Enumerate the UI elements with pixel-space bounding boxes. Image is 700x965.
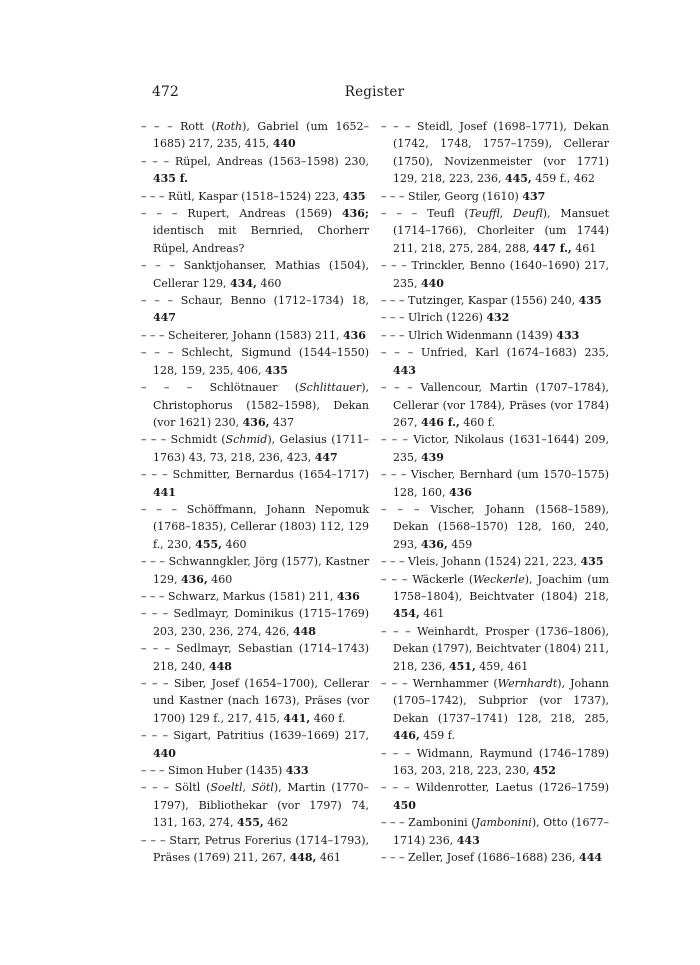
index-entry: – – – Söltl (Soeltl, Sötl), Martin (1770–1797), Bibliothekar (vor 1797) 74, 131, 163, 274, 455, 462 [141, 781, 369, 830]
index-entry: – – – Teufl (Teuffl, Deufl), Mansuet (1714–1766), Chorleiter (um 1744) 211, 218, 275, 284, 288, 447 f., 461 [381, 207, 609, 255]
index-entry: – – – Schöffmann, Johann Nepomuk (1768–1835), Cellerar (1803) 112, 129 f., 230, 455, 460 [141, 502, 369, 551]
index-entry: – – – Sanktjohanser, Mathias (1504), Cellerar 129, 434, 460 [141, 259, 369, 290]
page-header [152, 84, 597, 104]
index-entry: – – – Schlecht, Sigmund (1544–1550) 128, 159, 235, 406, 435 [141, 346, 369, 377]
index-entry: – – – Rütl, Kaspar (1518–1524) 223, 435 [141, 189, 366, 203]
index-entry: – – – Schmidt (Schmid), Gelasius (1711–1763) 43, 73, 218, 236, 423, 447 [141, 433, 369, 464]
index-entry: – – – Schwarz, Markus (1581) 211, 436 [141, 589, 360, 603]
index-entry: – – – Starr, Petrus Forerius (1714–1793), Präses (1769) 211, 267, 448, 461 [141, 833, 369, 865]
index-entry: – – – Tutzinger, Kaspar (1556) 240, 435 [381, 294, 602, 308]
index-entry: – – – Siber, Josef (1654–1700), Cellerar und Kastner (nach 1673), Präses (vor 1700) 129 f., 217, 415, 441, 460 f. [141, 677, 369, 725]
index-entry: – – – Rupert, Andreas (1569) 436; identisch mit Bernried, Chorherr Rüpel, Andreas? [141, 207, 369, 255]
index-entry: – – – Vischer, Johann (1568–1589), Dekan (1568–1570) 128, 160, 240, 293, 436, 459 [381, 502, 609, 551]
index-entry: – – – Victor, Nikolaus (1631–1644) 209, 235, 439 [381, 433, 609, 464]
index-entry: – – – Rüpel, Andreas (1563–1598) 230, 435 f. [141, 154, 369, 186]
index-entry: – – – Sedlmayr, Sebastian (1714–1743) 218, 240, 448 [141, 642, 369, 673]
index-entry: – – – Scheiterer, Johann (1583) 211, 436 [141, 328, 366, 342]
index-entry: – – – Vischer, Bernhard (um 1570–1575) 128, 160, 436 [381, 468, 609, 499]
index-entry: – – – Zambonini (Jambonini), Otto (1677–1714) 236, 443 [381, 816, 609, 847]
index-entry: – – – Vleis, Johann (1524) 221, 223, 435 [381, 555, 604, 569]
index-entry: – – – Steidl, Josef (1698–1771), Dekan (1742, 1748, 1757–1759), Cellerar (1750), Novizenmeister (vor 1771) 129, 218, 223, 236, 445, 459 f., 462 [381, 120, 609, 186]
index-entry: – – – Unfried, Karl (1674–1683) 235, 443 [381, 346, 609, 377]
index-entry: – – – Schwanngkler, Jörg (1577), Kastner 129, 436, 460 [141, 555, 369, 586]
index-entry: – – – Widmann, Raymund (1746–1789) 163, 203, 218, 223, 230, 452 [381, 746, 609, 778]
index-entry: – – – Simon Huber (1435) 433 [141, 764, 309, 778]
index-entry: – – – Stiler, Georg (1610) 437 [381, 189, 546, 203]
index-entry: – – – Trinckler, Benno (1640–1690) 217, 235, 440 [381, 259, 609, 290]
index-entry: – – – Wernhammer (Wernhardt), Johann (1705–1742), Subprior (vor 1737), Dekan (1737–1741) 128, 218, 285, 446, 459 f. [381, 677, 609, 743]
index-entry: – – – Vallencour, Martin (1707–1784), Cellerar (vor 1784), Präses (vor 1784) 267, 446 f., 460 f. [381, 381, 609, 429]
index-entry: – – – Rott (Roth), Gabriel (um 1652–1685) 217, 235, 415, 440 [141, 120, 369, 151]
index-entry: – – – Sigart, Patritius (1639–1669) 217, 440 [141, 729, 369, 760]
index-entry: – – – Wildenrotter, Laetus (1726–1759) 450 [381, 781, 609, 812]
index-entry: – – – Weinhardt, Prosper (1736–1806), Dekan (1797), Beichtvater (1804) 211, 218, 236, 451, 459, 461 [381, 624, 609, 673]
index-entry: – – – Ulrich Widenmann (1439) 433 [381, 328, 580, 342]
index-entry: – – – Schlötnauer (Schlittauer), Christophorus (1582–1598), Dekan (vor 1621) 230, 436, 437 [141, 381, 369, 429]
index-column-left [141, 118, 369, 866]
index-entry: – – – Ulrich (1226) 432 [381, 311, 510, 325]
index-entry: – – – Sedlmayr, Dominikus (1715–1769) 203, 230, 236, 274, 426, 448 [141, 607, 369, 638]
index-entry: – – – Schmitter, Bernardus (1654–1717) 441 [141, 468, 369, 499]
index-entry: – – – Zeller, Josef (1686–1688) 236, 444 [381, 851, 603, 865]
index-entry: – – – Wäckerle (Weckerle), Joachim (um 1758–1804), Beichtvater (1804) 218, 454, 461 [381, 572, 609, 621]
index-column-right [381, 118, 609, 866]
index-entry: – – – Schaur, Benno (1712–1734) 18, 447 [141, 294, 369, 325]
running-title: Register [344, 84, 405, 100]
page-number: 472 [152, 84, 179, 100]
